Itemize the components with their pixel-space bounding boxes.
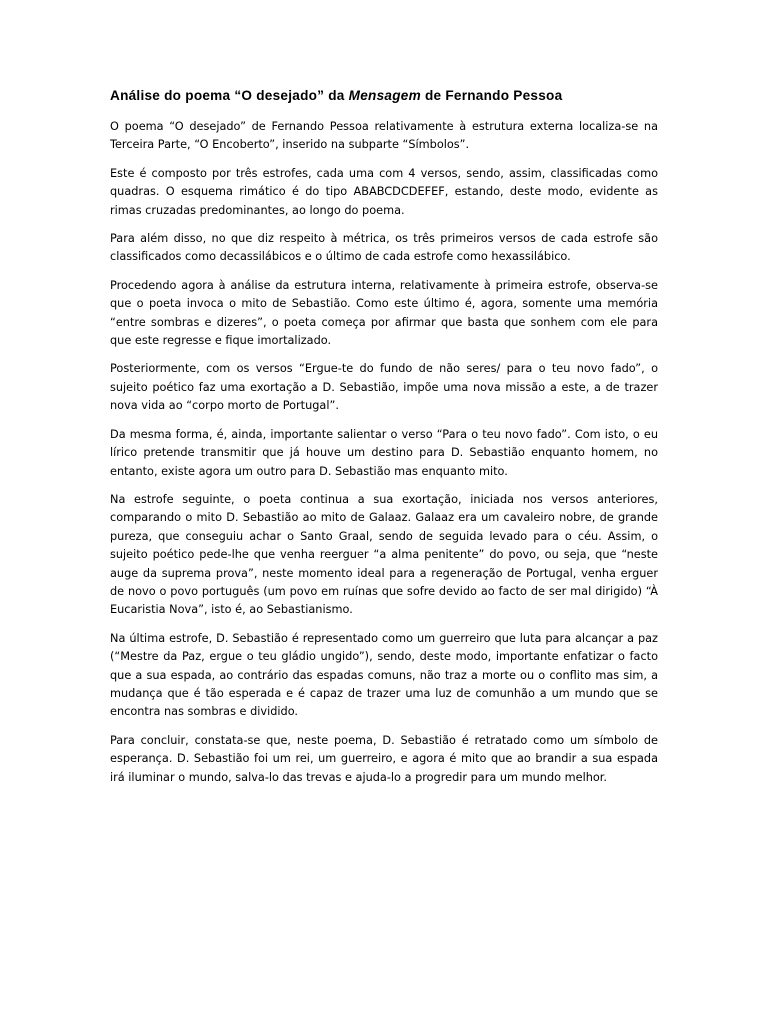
title-prefix: Análise do poema “O desejado” da [110, 88, 349, 103]
title-suffix: de Fernando Pessoa [420, 88, 563, 103]
paragraph-metrics: Para além disso, no que diz respeito à métrica, os três primeiros versos de cada estrofe são classificados como decassilábicos e o último de cada estrofe como hexassilábico. [110, 232, 658, 264]
document-title [110, 86, 658, 106]
title-italic-work: Mensagem [348, 88, 421, 103]
paragraph-exhortation: Posteriormente, com os versos “Ergue-te do fundo de não seres/ para o teu novo fado”, o sujeito poético faz uma exortação a D. Sebastião, impõe uma nova missão a este, a de trazer nova vida ao “corpo morto de Portugal”. [110, 362, 658, 413]
paragraph-last-stanza: Na última estrofe, D. Sebastião é representado como um guerreiro que luta para alcançar a paz (“Mestre da Paz, ergue o teu gládio ungido”), sendo, deste modo, importante enfatizar o facto que a sua espada, ao contrário das espadas comuns, não traz a morte ou o conflito mas sim, a mudança que é tão esperada e é capaz de trazer uma luz de comunhão a um mundo que se encontra nas sombras e dividido. [110, 631, 658, 719]
paragraph-conclusion: Para concluir, constata-se que, neste poema, D. Sebastião é retratado como um símbolo de esperança. D. Sebastião foi um rei, um guerreiro, e agora é mito que ao brandir a sua espada irá iluminar o mundo, salva-lo das trevas e ajuda-lo a progredir para um mundo melhor. [110, 733, 658, 784]
paragraph-first-stanza: Procedendo agora à análise da estrutura interna, relativamente à primeira estrofe, observa-se que o poeta invoca o mito de Sebastião. Como este último é, agora, somente uma memória “entre sombras e dizeres”, o poeta começa por afirmar que basta que sonhem com ele para que este regresse e fique imortalizado. [110, 278, 658, 348]
paragraph-structure-location: O poema “O desejado” de Fernando Pessoa relativamente à estrutura externa localiza-se na Terceira Parte, “O Encoberto”, inserido na subparte “Símbolos”. [110, 120, 658, 152]
document-page [110, 86, 658, 797]
paragraph-second-stanza: Na estrofe seguinte, o poeta continua a sua exortação, iniciada nos versos anteriores, comparando o mito D. Sebastião ao mito de Galaaz. Galaaz era um cavaleiro nobre, de grande pureza, que conseguiu achar o Santo Graal, sendo de seguida levado para o céu. Assim, o sujeito poético pede-lhe que venha reerguer “a alma penitente” do povo, ou seja, que “neste auge da suprema prova”, neste momento ideal para a regeneração de Portugal, venha erguer de novo o povo português (um povo em ruínas que sofre devido ao facto de ser mal dirigido) “À Eucaristia Nova”, isto é, ao Sebastianismo. [110, 492, 658, 617]
paragraph-stanzas-rhyme: Este é composto por três estrofes, cada uma com 4 versos, sendo, assim, classificadas como quadras. O esquema rimático é do tipo ABABCDCDEFEF, estando, deste modo, evidente as rimas cruzadas predominantes, ao longo do poema. [110, 166, 658, 217]
paragraph-new-fate: Da mesma forma, é, ainda, importante salientar o verso “Para o teu novo fado”. Com isto, o eu lírico pretende transmitir que já houve um destino para D. Sebastião enquanto homem, no entanto, existe agora um outro para D. Sebastião mas enquanto mito. [110, 427, 658, 478]
